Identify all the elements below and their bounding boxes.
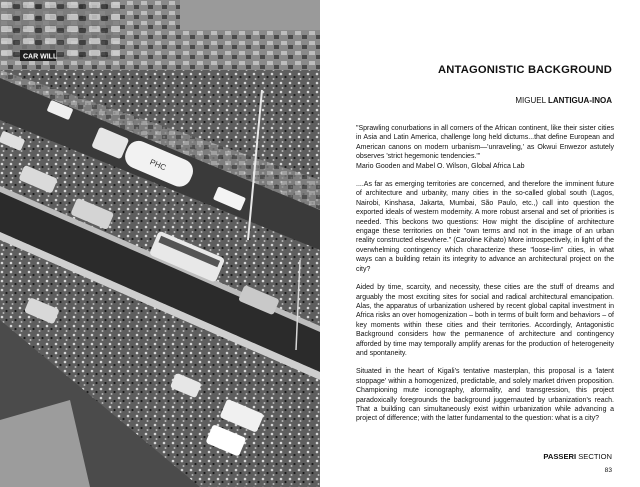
article-title: ANTAGONISTIC BACKGROUND [437, 64, 612, 76]
author-last-name: LANTIGUA-INOA [548, 96, 612, 105]
body-paragraph: Aided by time, scarcity, and necessity, these cities are the stuff of dreams and arguably the most exciting sites for social and radical architectural emancipation. Alas, the apparatus of urbanization ushered by recent global capital investment in Africa risks an over homogenization – both in terms of built form and behaviors – of key moments within these cities and their territories. Accordingly, Antagonistic Background considers how the permanence of architecture and contingency afforded by time may temporally amplify arenas for the production of heterogeneity and spontaneity. [356, 284, 614, 357]
section-footer [543, 452, 612, 461]
epigraph-attribution: Mario Gooden and Mabel O. Wilson, Global Africa Lab [356, 162, 525, 170]
section-label: SECTION [578, 452, 612, 461]
article-body [356, 124, 614, 433]
body-paragraph: Situated in the heart of Kigali's tentative masterplan, this proposal is a 'latent stoppage' within a homogenized, predictable, and solely market driven proposition. Championing mute iconography, aformality, and transgression, this project paradoxically foregrounds the background juggernauted by urbanization's reach. That a building can simultaneously exist within urbanization while advancing a project of difference; with the latter fundamental to the question: what is a city? [356, 368, 614, 423]
text-page [320, 0, 640, 487]
body-paragraph: ....As far as emerging territories are concerned, and therefore the imminent future of architecture and urbanity, many cities in the so-called global south (Lagos, Nairobi, Kinshasa, Jakarta, Mumbai, São Paulo, etc.,) call into question the exported ideals of western modernity. A more robust arsenal and set of priorities is needed. This beckons two questions: How might the discipline of architecture engage these territories on their "own terms and not in the image of an urban reality constructed elsewhere." (Caroline Kihato) More introspectively, in light of the overwhelming contingency which characterize these "loose-lim" cities, in what ways can a building retain its integrity to advance an architectural project on the city? [356, 181, 614, 273]
market-sign: CAR WILL [23, 53, 58, 61]
section-name: PASSERI [543, 452, 577, 461]
page-number: 83 [604, 467, 612, 474]
parked-vehicles [0, 0, 120, 60]
author-first-name: MIGUEL [515, 96, 546, 105]
tanker-label: PHC [148, 157, 168, 173]
far-buildings [180, 0, 320, 30]
epigraph [356, 124, 614, 171]
article-author [515, 96, 612, 105]
epigraph-quote: "Sprawling conurbations in all corners of the African continent, like their sister cities in Asia and Latin America, challenge long held dictums...that define European and American canons on modern urbanism—'unraveling,' as Okwui Enwezor astutely observes 'strict hegemonic tendencies.'" [356, 125, 614, 161]
